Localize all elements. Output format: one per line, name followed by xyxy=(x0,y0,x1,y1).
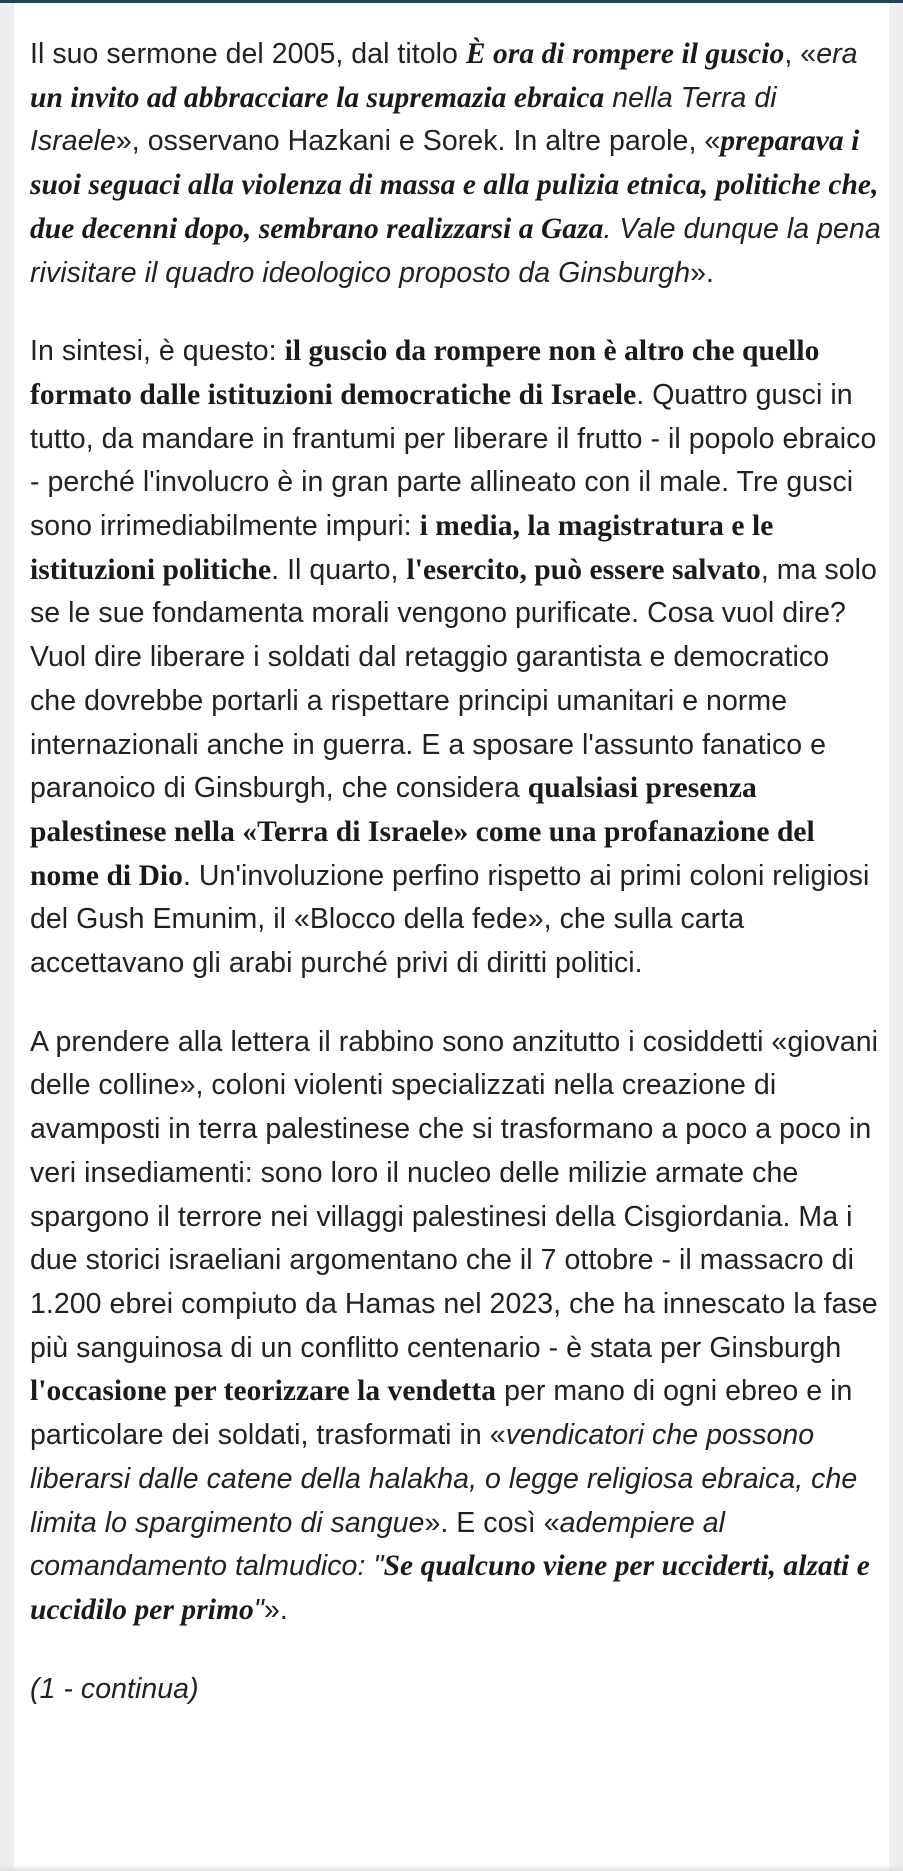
paragraph-3: A prendere alla lettera il rabbino sono anzitutto i cosiddetti «giovani delle colline», coloni violenti specializzati nella creazione di avamposti in terra palestinese che si trasformano a poco a poco in veri insediamenti: sono loro il nucleo delle milizie armate che spargono il terrore nei villaggi palestinesi della Cisgiordania. Ma i due storici israeliani argomentano che il 7 ottobre - il massacro di 1.200 ebrei compiuto da Hamas nel 2023, che ha innescato la fase più sanguinosa di un conflitto centenario - è stata per Ginsburgh l'occasione per teorizzare la vendetta per mano di ogni ebreo e in particolare dei soldati, trasformati in «vendicatori che possono liberarsi dalle catene della halakha, o legge religiosa ebraica, che limita lo spargimento di sangue». E così «adempiere al comandamento talmudico: "Se qualcuno viene per ucciderti, alzati e uccidilo per primo"». xyxy=(30,1025,879,1626)
article-body xyxy=(30,33,882,1746)
bold-phrase: l'occasione per teorizzare la vendetta xyxy=(30,1375,497,1408)
continuation-note: (1 - continua) xyxy=(30,1672,199,1705)
paragraph-2: In sintesi, è questo: il guscio da rompere non è altro che quello formato dalle istituzioni democratiche di Israele. Quattro gusci in tutto, da mandare in frantumi per liberare il frutto - il popolo ebraico - perché l'involucro è in gran parte allineato con il male. Tre gusci sono irrimediabilmente impuri: i media, la magistratura e le istituzioni politiche. Il quarto, l'esercito, può essere salvato, ma solo se le sue fondamenta morali vengono purificate. Cosa vuol dire? Vuol dire liberare i soldati dal retaggio garantista e democratico che dovrebbe portarli a rispettare principi umanitari e norme internazionali anche in guerra. E a sposare l'assunto fanatico e paranoico di Ginsburgh, che considera qualsiasi presenza palestinese nella «Terra di Israele» come una profanazione del nome di Dio. Un'involuzione perfino rispetto ai primi coloni religiosi del Gush Emunim, il «Blocco della fede», che sulla carta accettavano gli arabi purché privi di diritti politici. xyxy=(30,335,877,980)
emphasis-quote: preparava i suoi seguaci alla violenza di massa e alla pulizia etnica, politiche che, due decenni dopo, sembrano realizzarsi a Gaza xyxy=(30,125,879,245)
bottom-shadow xyxy=(0,1865,903,1871)
sermon-title: È ora di rompere il guscio xyxy=(465,38,785,70)
bold-phrase: il guscio da rompere non è altro che quello formato dalle istituzioni democratiche di Israele xyxy=(30,335,820,411)
article-page xyxy=(14,3,889,1871)
paragraph-1: Il suo sermone del 2005, dal titolo È ora di rompere il guscio, «era un invito ad abbracciare la supremazia ebraica nella Terra di Israele», osservano Hazkani e Sorek. In altre parole, «preparava i suoi seguaci alla violenza di massa e alla pulizia etnica, politiche che, due decenni dopo, sembrano realizzarsi a Gaza. Vale dunque la pena rivisitare il quadro ideologico proposto da Ginsburgh». xyxy=(30,38,881,289)
emphasis-quote: un invito ad abbracciare la supremazia ebraica xyxy=(30,81,605,114)
bold-phrase: qualsiasi presenza palestinese nella «Terra di Israele» come una profanazione del nome di Dio xyxy=(30,772,815,892)
emphasis-quote: Se qualcuno viene per ucciderti, alzati e uccidilo per primo xyxy=(30,1550,870,1626)
bold-phrase: l'esercito, può essere salvato xyxy=(406,553,761,586)
bold-phrase: i media, la magistratura e le istituzioni politiche xyxy=(30,510,774,586)
